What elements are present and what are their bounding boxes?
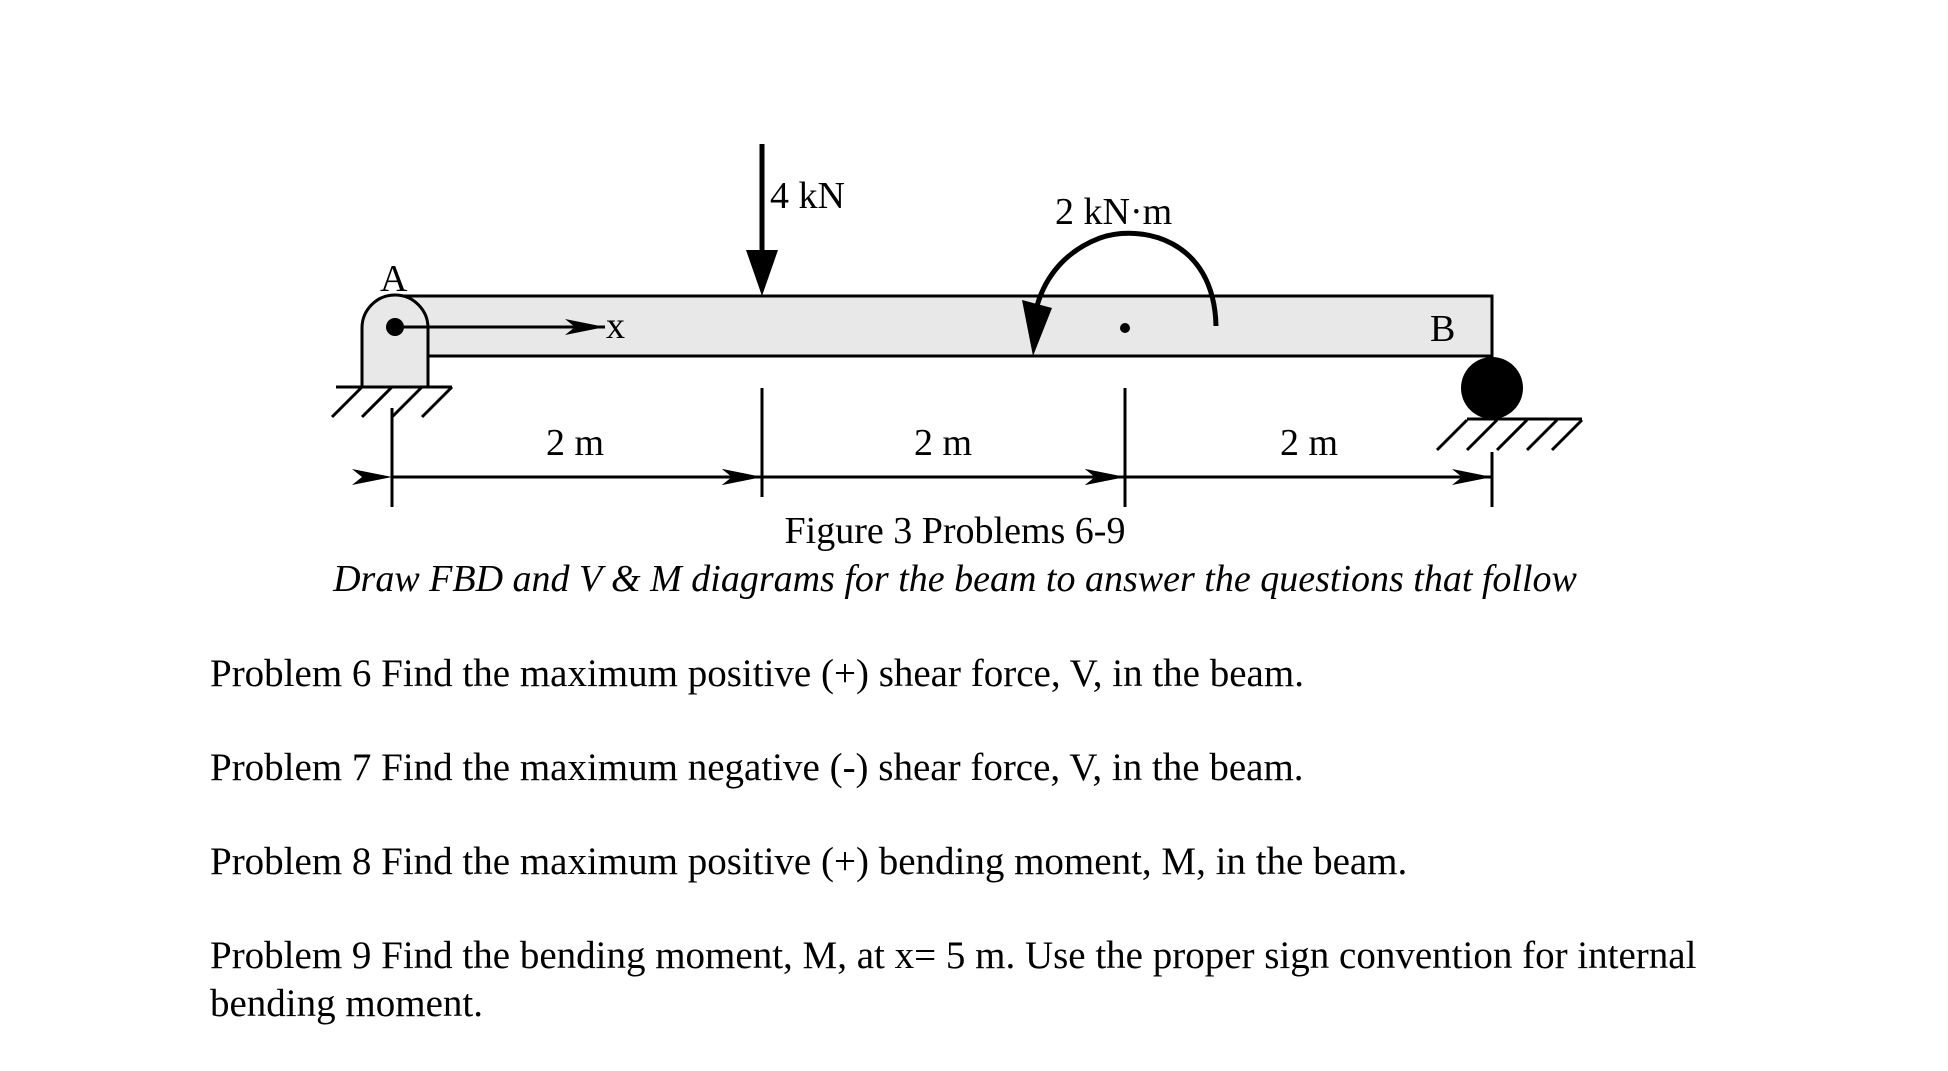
figure-caption: Figure 3 Problems 6-9 — [784, 510, 1126, 552]
couple-moment-label: 2 kN·m — [1055, 191, 1173, 233]
problem-8: Problem 8 Find the maximum positive (+) bending moment, M, in the beam. — [210, 840, 1408, 883]
figure-instruction: Draw FBD and V & M diagrams for the beam to answer the questions that follow — [333, 558, 1577, 600]
support-a-label: A — [380, 258, 408, 300]
x-axis-label: x — [606, 305, 625, 347]
point-load-label: 4 kN — [770, 175, 845, 217]
dimension-label-1: 2 m — [546, 422, 605, 464]
roller-support-b — [1437, 357, 1582, 450]
problem-7: Problem 7 Find the maximum negative (-) shear force, V, in the beam. — [210, 746, 1304, 789]
dimension-label-3: 2 m — [1280, 422, 1339, 464]
problem-6: Problem 6 Find the maximum positive (+) shear force, V, in the beam. — [210, 652, 1304, 695]
support-b-label: B — [1430, 308, 1456, 350]
dimension-label-2: 2 m — [914, 422, 973, 464]
point-load-arrow — [746, 144, 778, 296]
problem-9: Problem 9 Find the bending moment, M, at x= 5 m. Use the proper sign convention for internal bending moment. — [210, 934, 1697, 1025]
